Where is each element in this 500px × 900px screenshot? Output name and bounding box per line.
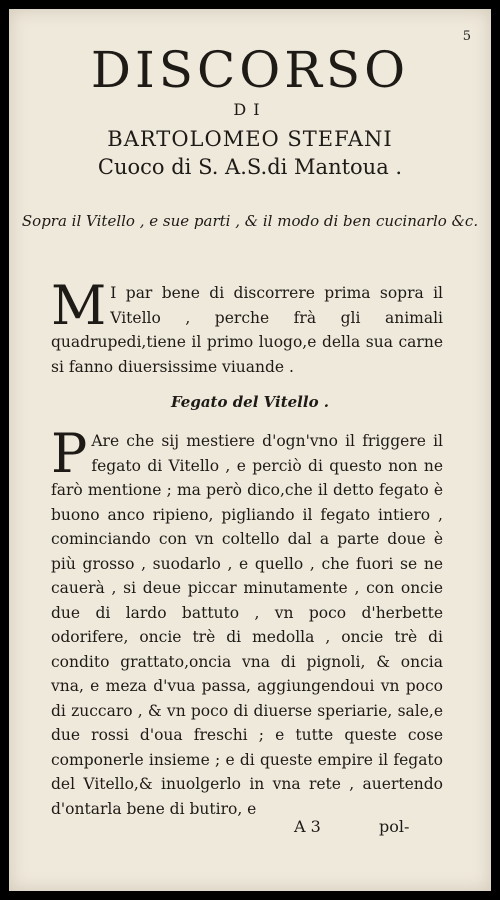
section-heading: Fegato del Vitello . <box>170 393 330 411</box>
subtitle: Sopra il Vitello , e sue parti , & il modo di ben cucinarlo &c. <box>21 212 479 230</box>
fegato-paragraph <box>51 422 443 821</box>
author-name: BARTOLOMEO STEFANI <box>107 127 393 151</box>
page-title: DISCORSO <box>90 41 410 99</box>
catchword: pol- <box>379 817 410 836</box>
dropcap-p: P <box>51 422 88 485</box>
title-di: DI <box>233 100 267 119</box>
fegato-text: Are che sij mestiere d'ogn'vno il friggere il fegato di Vitello , e perciò di questo non ne farò mentione ; ma però dico,che il detto fegato è buono anco ripieno, pigliando il fegato intiero , cominciando con vn coltello dal a parte doue è più grosso , suodarlo , e quello , che fuori se ne cauerà , si deue piccar minutamente , con oncie due di lardo battuto , vn poco d'herbette odorifere, oncie trè di medolla , oncie trè di condito grattato,oncia vna di pignoli, & oncia vna, e meza d'vua passa, aggiungendoui vn poco di zuccaro , & vn poco di diuerse speriarie, sale,e due rossi d'oua freschi ; e tutte queste cose componerle insieme ; e di queste empire il fegato del Vitello,& inuolgerlo in vna rete , auertendo d'ontarla bene di butiro, e <box>51 432 443 818</box>
author-role: Cuoco di S. A.S.di Mantoua . <box>97 155 403 179</box>
book-page <box>9 9 491 891</box>
dropcap-m: M <box>51 274 107 337</box>
page-number: 5 <box>462 29 471 44</box>
intro-text: I par bene di discorrere prima sopra il Vitello , perche frà gli animali quadrupedi,tiene il primo luogo,e della sua carne si fanno diuersissime viuande . <box>51 284 443 376</box>
signature-mark: A 3 <box>294 817 321 836</box>
intro-paragraph <box>51 274 443 379</box>
